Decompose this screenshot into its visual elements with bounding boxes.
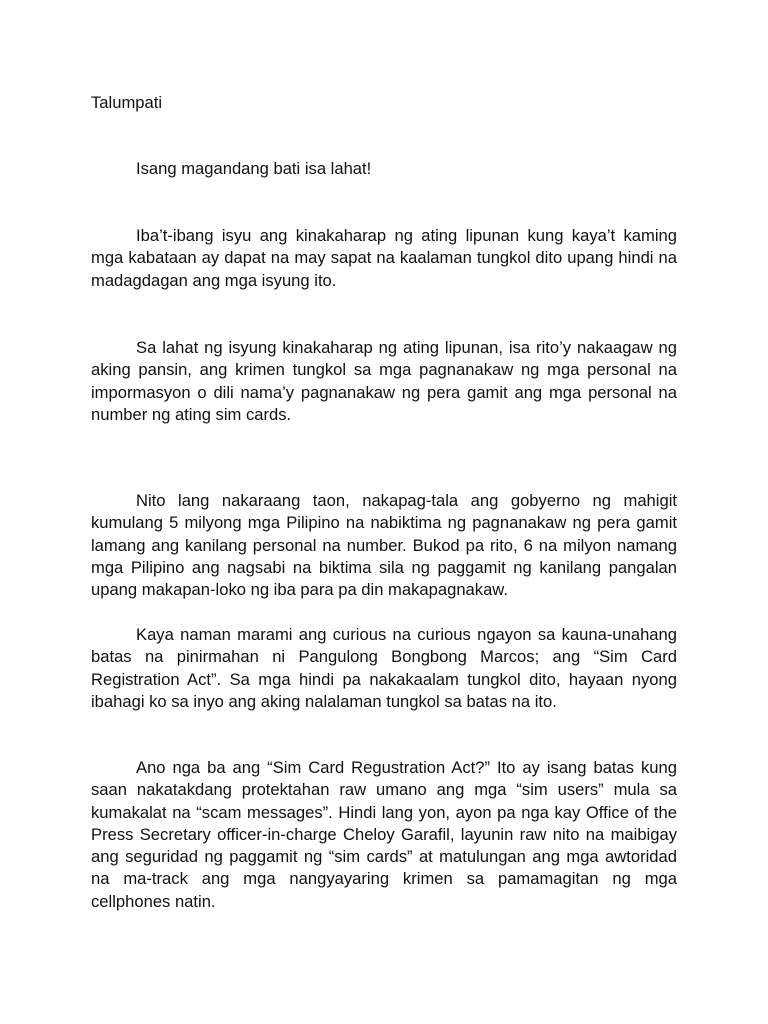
paragraph-issues: Iba’t-ibang isyu ang kinakaharap ng ating lipunan kung kaya’t kaming mga kabataan ay dapat na may sapat na kaalaman tungkol dito upang hindi na madagdagan ang mga isyung ito. [91, 226, 677, 290]
greeting-paragraph: Isang magandang bati isa lahat! [136, 159, 372, 178]
paragraph-theft: Sa lahat ng isyung kinakaharap ng ating lipunan, isa rito’y nakaagaw ng aking pansin, ang krimen tungkol sa mga pagnanakaw ng mga personal na impormasyon o dili nama’y pagnanakaw ng pera gamit ang mga personal na number ng ating sim cards. [91, 338, 677, 424]
paragraph-law: Kaya naman marami ang curious na curious ngayon sa kauna-unahang batas na pinirmahan ni Pangulong Bongbong Marcos; ang “Sim Card Registration Act”. Sa mga hindi pa nakakaalam tungkol dito, hayaan nyong ibahagi ko sa inyo ang aking nalalaman tungkol sa batas na ito. [91, 625, 677, 711]
paragraph-statistics: Nito lang nakaraang taon, nakapag-tala ang gobyerno ng mahigit kumulang 5 milyong mga Pilipino na nabiktima ng pagnanakaw ng pera gamit lamang ang kanilang personal na number. Bukod pa rito, 6 na milyon namang mga Pilipino ang nagsabi na biktima sila ng paggamit ng kanilang pangalan upang makapan-loko ng iba para pa din makapagnakaw. [91, 491, 677, 600]
document-title: Talumpati [91, 93, 163, 112]
paragraph-definition: Ano nga ba ang “Sim Card Regustration Act?” Ito ay isang batas kung saan nakatakdang protektahan raw umano ang mga “sim users” mula sa kumakalat na “scam messages”. Hindi lang yon, ayon pa nga kay Office of the Press Secretary officer-in-charge Cheloy Garafil, layunin raw nito na maibigay ang seguridad ng paggamit ng “sim cards” at matulungan ang mga awtoridad na ma-track ang mga nangyayaring krimen sa pamamagitan ng mga cellphones natin. [91, 758, 677, 911]
